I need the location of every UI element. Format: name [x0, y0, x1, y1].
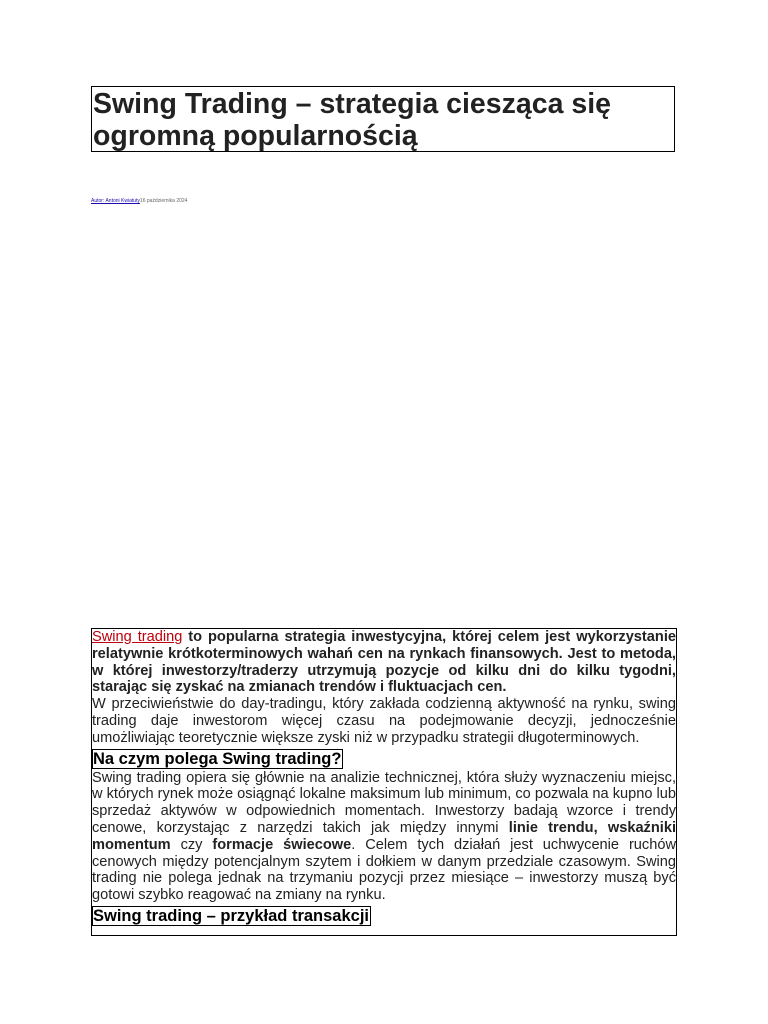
paragraph3-part3: . Celem tych działań jest uchwycenie ruchów cenowych między potencjalnym szytem i dołkiem w danym przedziale czasowym. Swing trading nie polega jednak na trzymaniu pozycji przez miesiące – inwestorzy muszą być gotowi szybko reagować na zmiany na rynku. — [92, 836, 676, 904]
technical-analysis-paragraph — [92, 770, 676, 904]
article-title-box — [91, 86, 675, 152]
paragraph3-bold1: linie trendu, wskaźniki momentum — [92, 819, 676, 853]
paragraph3-part1: Swing trading opiera się głównie na analizie technicznej, która służy wyznaczeniu miejsc, w których rynek może osiągnąć lokalne maksimum lub minimum, co pozwala na kupno lub sprzedaż aktywów w odpowiednich momentach. Inwestorzy badają wzorce i trendy cenowe, korzystając z narzędzi takich jak między innymi — [92, 769, 677, 836]
article-byline — [91, 198, 187, 205]
intro-bold-text: to popularna strategia inwestycyjna, której celem jest wykorzystanie relatywnie krótkoterminowych wahań cen na rynkach finansowych. Jest to metoda, w której inwestorzy/traderzy utrzymują pozycje od kilku dni do kilku tygodni, starając się zyskać na zmianach trendów i fluktuacjach cen. — [92, 629, 676, 696]
swing-trading-link[interactable]: Swing trading — [92, 629, 183, 645]
section-heading-example: Swing trading – przykład transakcji — [93, 906, 369, 925]
author-link[interactable]: Autor: Antoni Kwiatuty — [91, 198, 140, 204]
paragraph3-bold2: formacje świecowe — [212, 836, 352, 853]
article-content — [91, 628, 677, 936]
article-title: Swing Trading – strategia ciesząca się ogromną popularnością — [93, 88, 611, 152]
intro-paragraph — [92, 629, 676, 696]
section-heading-what-is: Na czym polega Swing trading? — [93, 749, 342, 768]
publish-date: 16 października 2024 — [139, 198, 188, 204]
comparison-paragraph: W przeciwieństwie do day-tradingu, który zakłada codzienną aktywność na rynku, swing trading daje inwestorom więcej czasu na podejmowanie decyzji, jednocześnie umożliwiając teoretycznie większe zyski niż w przypadku strategii długoterminowych. — [92, 696, 676, 746]
paragraph3-part2: czy — [170, 836, 213, 853]
